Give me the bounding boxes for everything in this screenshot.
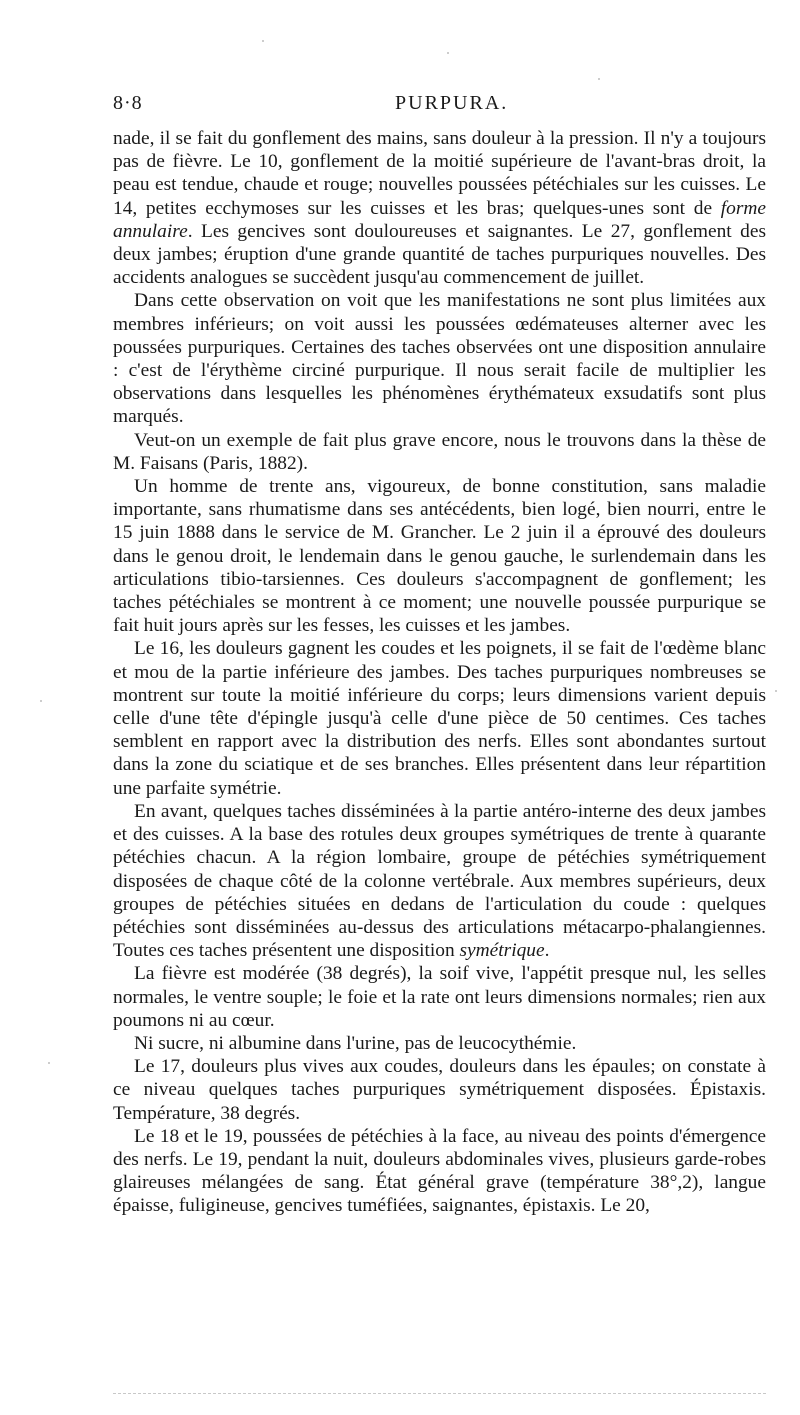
paper-speck [40, 700, 42, 702]
body-text [113, 127, 766, 1218]
text-run: La fièvre est modérée (38 degrés), la soif vive, l'appétit presque nul, les selles normales, le ventre souple; le foie et la rate ont leurs dimensions normales; rien aux poumons ni au cœur. [113, 963, 766, 1031]
paper-speck [48, 1062, 50, 1064]
paragraph [113, 429, 766, 475]
text-run: . [544, 940, 550, 962]
bottom-edge-rule [113, 1393, 766, 1394]
text-run: Le 16, les douleurs gagnent les coudes et les poignets, il se fait de l'œdème blanc et mou de la partie inférieure des jambes. Des taches purpuriques nombreuses se montrent sur toute la moitié inférieure du corps; leurs dimensions varient depuis celle d'une tête d'épingle jusqu'à celle d'une pièce de 50 centimes. Ces taches semblent en rapport avec la distribution des nerfs. Elles sont abondantes surtout dans la zone du sciatique et de ses branches. Elles présentent dans leur répartition une parfaite symétrie. [113, 638, 766, 799]
text-run: Dans cette observation on voit que les manifestations ne sont plus limitées aux membres inférieurs; on voit aussi les poussées œdémateuses alterner avec les poussées purpuriques. Certaines des taches observées ont une disposition annulaire : c'est de l'érythème circiné purpurique. Il nous serait facile de multiplier les observations dans lesquelles les phénomènes érythémateux exsudatifs sont plus marqués. [113, 290, 766, 428]
text-run: En avant, quelques taches disséminées à la partie antéro-interne des deux jambes et des cuisses. A la base des rotules deux groupes symétriques de trente à quarante pétéchies chacun. A la région lombaire, groupe de pétéchies symétriquement disposées de chaque côté de la colonne vertébrale. Aux membres supérieurs, deux groupes de pétéchies situées en dedans de l'articulation du coude : quelques pétéchies sont disséminées au-dessus des articulations métacarpo-phalangiennes. Toutes ces taches présentent une disposition [113, 800, 766, 962]
paragraph [113, 289, 766, 428]
paragraph [113, 962, 766, 1032]
paper-speck [775, 690, 777, 692]
page-number: 8·8 [113, 92, 143, 114]
paragraph [113, 800, 766, 962]
paper-speck [262, 40, 264, 42]
paragraph [113, 1032, 766, 1055]
italic-text: symétrique [459, 940, 545, 962]
italic-text: forme annulaire [113, 197, 766, 242]
paper-speck [598, 78, 600, 80]
paragraph [113, 127, 766, 289]
paper-speck [447, 52, 449, 54]
text-run: . Les gencives sont douloureuses et saignantes. Le 27, gonflement des deux jambes; éruption d'une grande quantité de taches purpuriques nouvelles. Des accidents analogues se succèdent jusqu'au commencement de juillet. [113, 220, 766, 289]
text-run: Veut-on un exemple de fait plus grave encore, nous le trouvons dans la thèse de M. Faisans (Paris, 1882). [113, 429, 766, 474]
running-head [113, 92, 770, 118]
text-run: Ni sucre, ni albumine dans l'urine, pas de leucocythémie. [134, 1032, 577, 1054]
text-run: Le 18 et le 19, poussées de pétéchies à la face, au niveau des points d'émergence des nerfs. Le 19, pendant la nuit, douleurs abdominales vives, plusieurs garde-robes glaireuses mélangées de sang. État général grave (température 38°,2), langue épaisse, fuligineuse, gencives tuméfiées, saignantes, épistaxis. Le 20, [113, 1125, 766, 1217]
paragraph [113, 1055, 766, 1125]
paragraph [113, 1125, 766, 1218]
paragraph [113, 475, 766, 637]
running-title: PURPURA. [395, 92, 509, 114]
text-run: Le 17, douleurs plus vives aux coudes, douleurs dans les épaules; on constate à ce niveau quelques taches purpuriques symétriquement disposées. Épistaxis. Température, 38 degrés. [113, 1056, 766, 1124]
text-run: Un homme de trente ans, vigoureux, de bonne constitution, sans maladie importante, sans rhumatisme dans ses antécédents, bien logé, bien nourri, entre le 15 juin 1888 dans le service de M. Grancher. Le 2 juin il a éprouvé des douleurs dans le genou droit, le lendemain dans le genou gauche, le surlendemain dans les articulations tibio-tarsiennes. Ces douleurs s'accompagnent de gonflement; les taches pétéchiales se montrent à ce moment; une nouvelle poussée purpurique se fait huit jours après sur les fesses, les cuisses et les jambes. [113, 476, 766, 637]
paragraph [113, 637, 766, 799]
text-run: nade, il se fait du gonflement des mains, sans douleur à la pression. Il n'y a toujours pas de fièvre. Le 10, gonflement de la moitié supérieure de l'avant-bras droit, la peau est tendue, chaude et rouge; nouvelles poussées pétéchiales sur les cuisses. Le 14, petites ecchymoses sur les cuisses et les bras; quelques-unes sont de [113, 128, 766, 219]
